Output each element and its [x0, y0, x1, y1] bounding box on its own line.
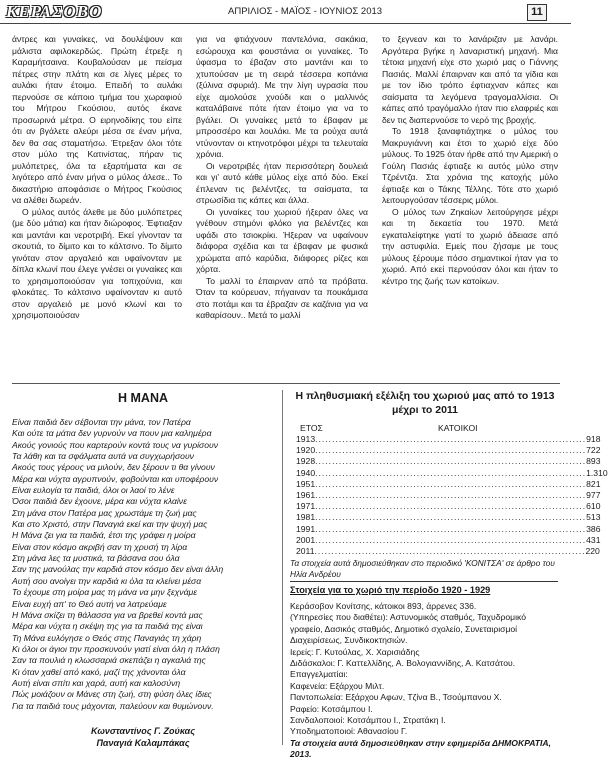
info-body	[290, 601, 558, 761]
population-row	[296, 434, 601, 445]
population-year: 1928	[296, 456, 316, 467]
poem-line: Είναι ευχή απ' το Θεό αυτή να λατρεύαμε	[12, 598, 167, 609]
article-paragraph: για να φτιάχνουν παντελόνια, σακάκια, εσώρουχα και φουστάνια οι γυναίκες. Το ύφασμα το έβαζαν στο μαντάνι και το χτυπούσαν με τη σειρά τέσσερα κοπάνια (ξύλινα σφυριά). Με την λίγη υγρασία που είχε αμολούσε χνούδι και ο μαλλινός καταλάβαινε πότε ήταν έτοιμο για να το βγάλει. Οι γυναίκες μετά το έβαφαν με μπροσσέρο και λουλάκι. Με τα ρούχα αυτά ντύνονταν οι κτηνοτρόφοι μέχρι τα τελευταία χρόνια.	[196, 34, 368, 159]
article-column-1	[12, 34, 182, 322]
population-value: 386	[586, 523, 601, 534]
info-line: Σανδαλοποιοί: Κοτσάμπου Ι., Στρατάκη Ι.	[290, 715, 446, 726]
poem-line: Η Μάνα σκίζει τη θάλασσα για να βρεθεί κοντά μας	[12, 609, 203, 620]
dot-leader: ................................................................................	[315, 445, 587, 456]
poem-line: Η Μάνα ζει για τα παιδιά, έτσι της γράφει η μοίρα	[12, 530, 196, 541]
population-row	[296, 523, 601, 535]
poem-line: Τη Μάνα ευλόγησε ο Θεός στης Παναγιάς τη χάρη	[12, 632, 202, 643]
article-paragraph: Το 1918 ξαναφτιάχτηκε ο μύλος του Μακρυγιάννη και έτσι το χωριό είχε δύο μύλους. Το 1925 όταν ήρθε από την Αμερική ο Γούλη Πασιάς έφτιαξε κι αυτός μύλο στην Τζρέντζα. Στα χρόνια της κατοχής μύλο έφτιαξε και ο Τάκης Τέλλης. Τότε στο χωριό λειτουργούσαν τέσσερις μύλοι.	[382, 126, 558, 205]
info-line: Ιερείς: Γ. Κυτούλας, Χ. Χαρισιάδης	[290, 646, 420, 657]
poem-line: Μέρα και νύχτα η σκέψη της για τα παιδιά της είναι	[12, 621, 203, 632]
poem-line: Πώς μοιάζουν οι Μάνες στη ζωή, στη φύση όλες ίδιες	[12, 689, 212, 700]
poem-line: Κι όλοι οι άγιοι την προσκυνούν γιατί είναι όλη η πλάση	[12, 643, 220, 654]
population-title: Η πληθυσμιακή εξέλιξη του χωριού μας από το 1913 μέχρι το 2011	[295, 390, 555, 416]
info-line: Υποδηματοποιοί: Αθανασίου Γ.	[290, 726, 408, 737]
population-row	[296, 546, 600, 557]
population-value: 918	[586, 434, 601, 444]
population-table	[296, 434, 608, 557]
dot-leader: ................................................................................	[315, 434, 587, 444]
info-line: Παντοπωλεία: Εξάρχου Αφων, Τζίνα Β., Τσούμπανου Χ.	[290, 692, 502, 703]
poem-line: Ακούς τους γέρους να μιλούν, δεν ξέρουν τι θα γίνουν	[12, 462, 215, 473]
population-value: 513	[586, 512, 601, 523]
poem-author	[12, 725, 274, 749]
article-paragraph: Οι νεροτριβές ήταν περισσότερη δουλειά και γι' αυτό κάθε μύλος είχε από δύο. Εκεί έπλεναν τις βελέντζες, τα σαίσματα, τα στρωσίδια τις κάπες και άλλα.	[196, 160, 368, 205]
poem-line: Και στο Χριστό, στην Παναγιά εκεί και την ψυχή μας	[12, 519, 208, 530]
population-source: Τα στοιχεία αυτά δημοσιεύθηκαν στο περιοδικό 'ΚΟΝΙΤΣΑ' σε άρθρο του Ηλία Ανδρέου	[290, 558, 555, 579]
population-row	[296, 501, 601, 512]
population-value: 610	[586, 501, 601, 512]
poem-line: Αυτή είναι σπίτι και χαρά, αυτή και καλοσύνη	[12, 677, 181, 688]
poem-line: Στη μάνα στον Πατέρα μας χρωστάμε τη ζωή μας	[12, 507, 197, 518]
population-value: 220	[585, 546, 600, 557]
info-line: (Υπηρεσίες που διαθέτει): Αστυνομικός σταθμός, Ταχυδρομικό γραφείο, Δασικός σταθμός, Δημοτικό σχολείο, Συνεταιρισμοί Διαχειρίσεως, Συνδικοκτησιών.	[290, 612, 526, 646]
article-paragraph: το ξεγνεαν και το λανάριζαν με λανάρι. Αργότερα βγήκε η λαναριστική μηχανή. Μια τέτοια μηχανή είχε στο χωριό μας ο Γιάννης Πασιάς. Μαλλί έπαιρναν και από τα γίδια και με τον ίδιο τρόπο έφτιαχναν κάπες και σαίσματα τα λεγόμενα τραγομαλλίσια. Οι κάπες από τραγόμαλλο ήταν πιο ελαφριές και δεν τις διαπερνούσε το νερό της βροχής.	[382, 34, 558, 125]
dot-leader: ................................................................................	[315, 478, 587, 489]
dot-leader: ................................................................................	[315, 523, 587, 534]
dot-leader: ................................................................................	[315, 456, 587, 467]
info-title	[290, 581, 558, 595]
dot-leader: ................................................................................	[315, 501, 587, 512]
poem-line: Τα λάθη και τα σφάλματα αυτά να συγχωρήσουν	[12, 451, 194, 462]
article-column-2	[196, 34, 368, 322]
article-paragraph: άντρες και γυναίκες, να δουλέψουν και μάλιστα αφιλοκερδώς. Πρώτη έτρεξε η Καραμήτσαινα. Κουβαλούσαν με πείσμα πέτρες στην πλάτη και σε λίγες μέρες το αυλάκι ήταν έτοιμο. Επειδή το αυλάκι περνούσε σε κάποιο τμήμα του χωραφιού του Μήτρου Γκούσιου, αυτός έκανε προσωρινά μέτρα. Ο ειρηνοδίκης του είπε ότι αν βγάλετε αλεύρι μέσα σε έναν μήνα, δεν θα σας σταματήσω. Έτρεξαν όλοι τότε στον μύλο της Κατινίστας, πήραν τις μυλόπετρες, όλα τα εξαρτήματα και σε λιγότερο από έναν μήνα ο μύλος άλεσε.. Το δικαστήριο αποφάσισε ο Μήτρος Γκούσιος να αλέθει δωρεάν.	[12, 34, 182, 205]
population-row	[296, 512, 601, 523]
population-year: 2011	[296, 546, 315, 557]
population-value: 1.310	[586, 467, 608, 478]
poem-line: Σαν τα πουλιά η κλωσσαριά σκεπάζει η αγκαλιά της	[12, 655, 206, 666]
article-column-3	[382, 34, 558, 287]
poem-line: Μέρα και νύχτα αγρυπνούν, φοβούνται και υποφέρουν	[12, 473, 219, 484]
population-residents-header: ΚΑΤΟΙΚΟΙ	[438, 423, 478, 433]
dot-leader: ................................................................................	[315, 467, 587, 478]
poem-line: Το έχουμε στη μοίρα μας τη μάνα να μην ξεχνάμε	[12, 587, 197, 598]
page-header	[0, 0, 571, 24]
info-line: Διδάσκαλοι: Γ. Καττελλίδης, Α. Βολογιαννίδης, Α. Κατσάτου.	[290, 658, 516, 669]
poem-body	[12, 417, 278, 712]
author-name: Κωνσταντίνος Γ. Ζούκας	[91, 726, 195, 736]
article-paragraph: Το μαλλί το έπαιρναν από τα πρόβατα. Όταν τα κούρευαν, πήγαιναν τα πουκάμισα στο ποτάμι και τα έβραζαν σε καζάνια για να καθαρίσουν.. Μετά το μαλλί	[196, 275, 368, 320]
population-row	[296, 534, 601, 546]
population-year: 1913	[296, 434, 316, 444]
info-line: Καφενεία: Εξάρχου Μιλτ.	[290, 680, 385, 691]
author-place: Παναγιά Καλαμπάκας	[96, 738, 190, 748]
poem-line: Κι όταν χαθεί από κακό, μαζί της χάνονται όλα	[12, 666, 186, 677]
page-number: 11	[527, 4, 547, 21]
poem-line: Ακούς γονιούς που καρτερούν κοντά τους να γυρίσουν	[12, 439, 219, 450]
dot-leader: ................................................................................	[315, 512, 587, 523]
info-source: Τα στοιχεία αυτά δημοσιεύθηκαν στην εφημερίδα ΔΗΜΟΚΡΑΤΙΑ, 2013.	[290, 737, 551, 760]
poem-line: Για τα παιδιά τους μάχονται, παλεύουν και θυμώνουν.	[12, 700, 214, 711]
info-line: Κεράσοβον Κονίτσης, κάτοικοι 893, άρρενες 336.	[290, 601, 477, 611]
population-value: 977	[586, 490, 601, 501]
population-row	[296, 456, 601, 467]
poem-line: Αυτή σου ανοίγει την καρδιά κι όλα τα κλείνει μέσα	[12, 575, 202, 586]
dot-leader: ................................................................................	[314, 546, 586, 557]
population-year: 1940	[296, 467, 316, 478]
population-value: 821	[586, 478, 601, 489]
population-year: 1920	[296, 445, 316, 456]
dot-leader: ................................................................................	[315, 534, 587, 545]
masthead: ΚΕΡΑΣΟΒΟ	[6, 2, 103, 21]
poem-line: Στη μάνα λες τα μυστικά, τα βάσανα σου όλα	[12, 553, 180, 564]
population-year: 1991	[296, 523, 316, 534]
article-paragraph: Ο μύλος των Ζηκαίων λειτούργησε μέχρι και τη δεκαετία του 1970. Μετά εγκαταλείφτηκε γιατί το χωριό άδειασε από την αστυφιλία. Εμείς που ζήσαμε με τους μύλους ξέρουμε πόσο σημαντικοί ήταν για το χωριό. Από εκεί περνούσαν όλοι και ήταν το κέντρο της ζωής των κατοίκων.	[382, 206, 558, 286]
dot-leader: ................................................................................	[315, 490, 587, 501]
population-row	[296, 490, 601, 501]
poem-line: Σαν της μανούλας την καρδιά στον κόσμο δεν είναι άλλη	[12, 564, 224, 575]
population-year: 1971	[296, 501, 316, 512]
poem-line: Είναι στον κόσμο ακριβή σαν τη χρυσή τη λίρα	[12, 541, 188, 552]
population-year: 1961	[296, 490, 316, 501]
population-row	[296, 467, 608, 479]
article-paragraph: Ο μύλος αυτός άλεθε με δύο μυλόπετρες (με δύο μάτια) και ήταν διώροφος. Έφτιαξαν και μαντάνι και νεροτριβή. Εκεί γίνονταν τα σκουτιά, το δίμιτο και το κάλτσινο. Το δίμιτο γινόταν στον αργαλειό και υφαίνονταν με δίπλα κλωνί που έλεγε γνέσει οι γυναίκες και το χρησιμοποιούσαν για τοπιχούνια, και φλοκάτες. Το κάλτσινο υφαίνονταν κι αυτό στον αργαλειό με μονό κλωνί και το χρησιμοποιούσαν	[12, 206, 182, 320]
info-title-text: Στοιχεία για το χωριό την περίοδο 1920 - 1929	[290, 585, 491, 595]
population-year: 2001	[296, 534, 316, 545]
population-value: 722	[586, 445, 601, 456]
column-divider	[282, 390, 283, 745]
poem-line: Και ούτε τα μάτια δεν γυρνούν να πουν μια καλημέρα	[12, 428, 212, 439]
poem-line: Είναι ευλογία τα παιδιά, όλοι οι λαοί το λένε	[12, 485, 175, 496]
population-row	[296, 445, 601, 456]
poem-line: Όσοι παιδιά δεν έχουνε, μέρα και νύχτα κλαίνε	[12, 496, 187, 507]
header-divider	[0, 23, 571, 24]
section-divider	[12, 383, 560, 384]
poem-title: Η ΜΑΝΑ	[118, 391, 168, 405]
population-value: 431	[586, 534, 601, 545]
population-year: 1981	[296, 512, 316, 523]
issue-date: ΑΠΡΙΛΙΟΣ - ΜΑΪΟΣ - ΙΟΥΝΙΟΣ 2013	[228, 6, 383, 17]
population-value: 893	[586, 456, 601, 467]
population-row	[296, 478, 601, 490]
population-year-header: ΕΤΟΣ	[300, 423, 323, 433]
article-paragraph: Οι γυναίκες του χωριού ήξεραν όλες να γνέθουν στημόνι φλόκο για βελέντζες και υφάδι στο τσιοκρίκι. Ήξεραν να υφαίνουν διάφορα σχέδια και τα έβαφαν με φυσικά χρώματα από καρύδια, διάφορες ρίζες και χόρτα.	[196, 206, 368, 274]
info-line: Επαγγελματίαι:	[290, 669, 348, 680]
poem-line: Είναι παιδιά δεν σέβονται την μάνα, τον Πατέρα	[12, 417, 191, 427]
population-year: 1951	[296, 478, 316, 489]
info-line: Ραφείο: Κοτσάμπου Ι.	[290, 703, 373, 714]
